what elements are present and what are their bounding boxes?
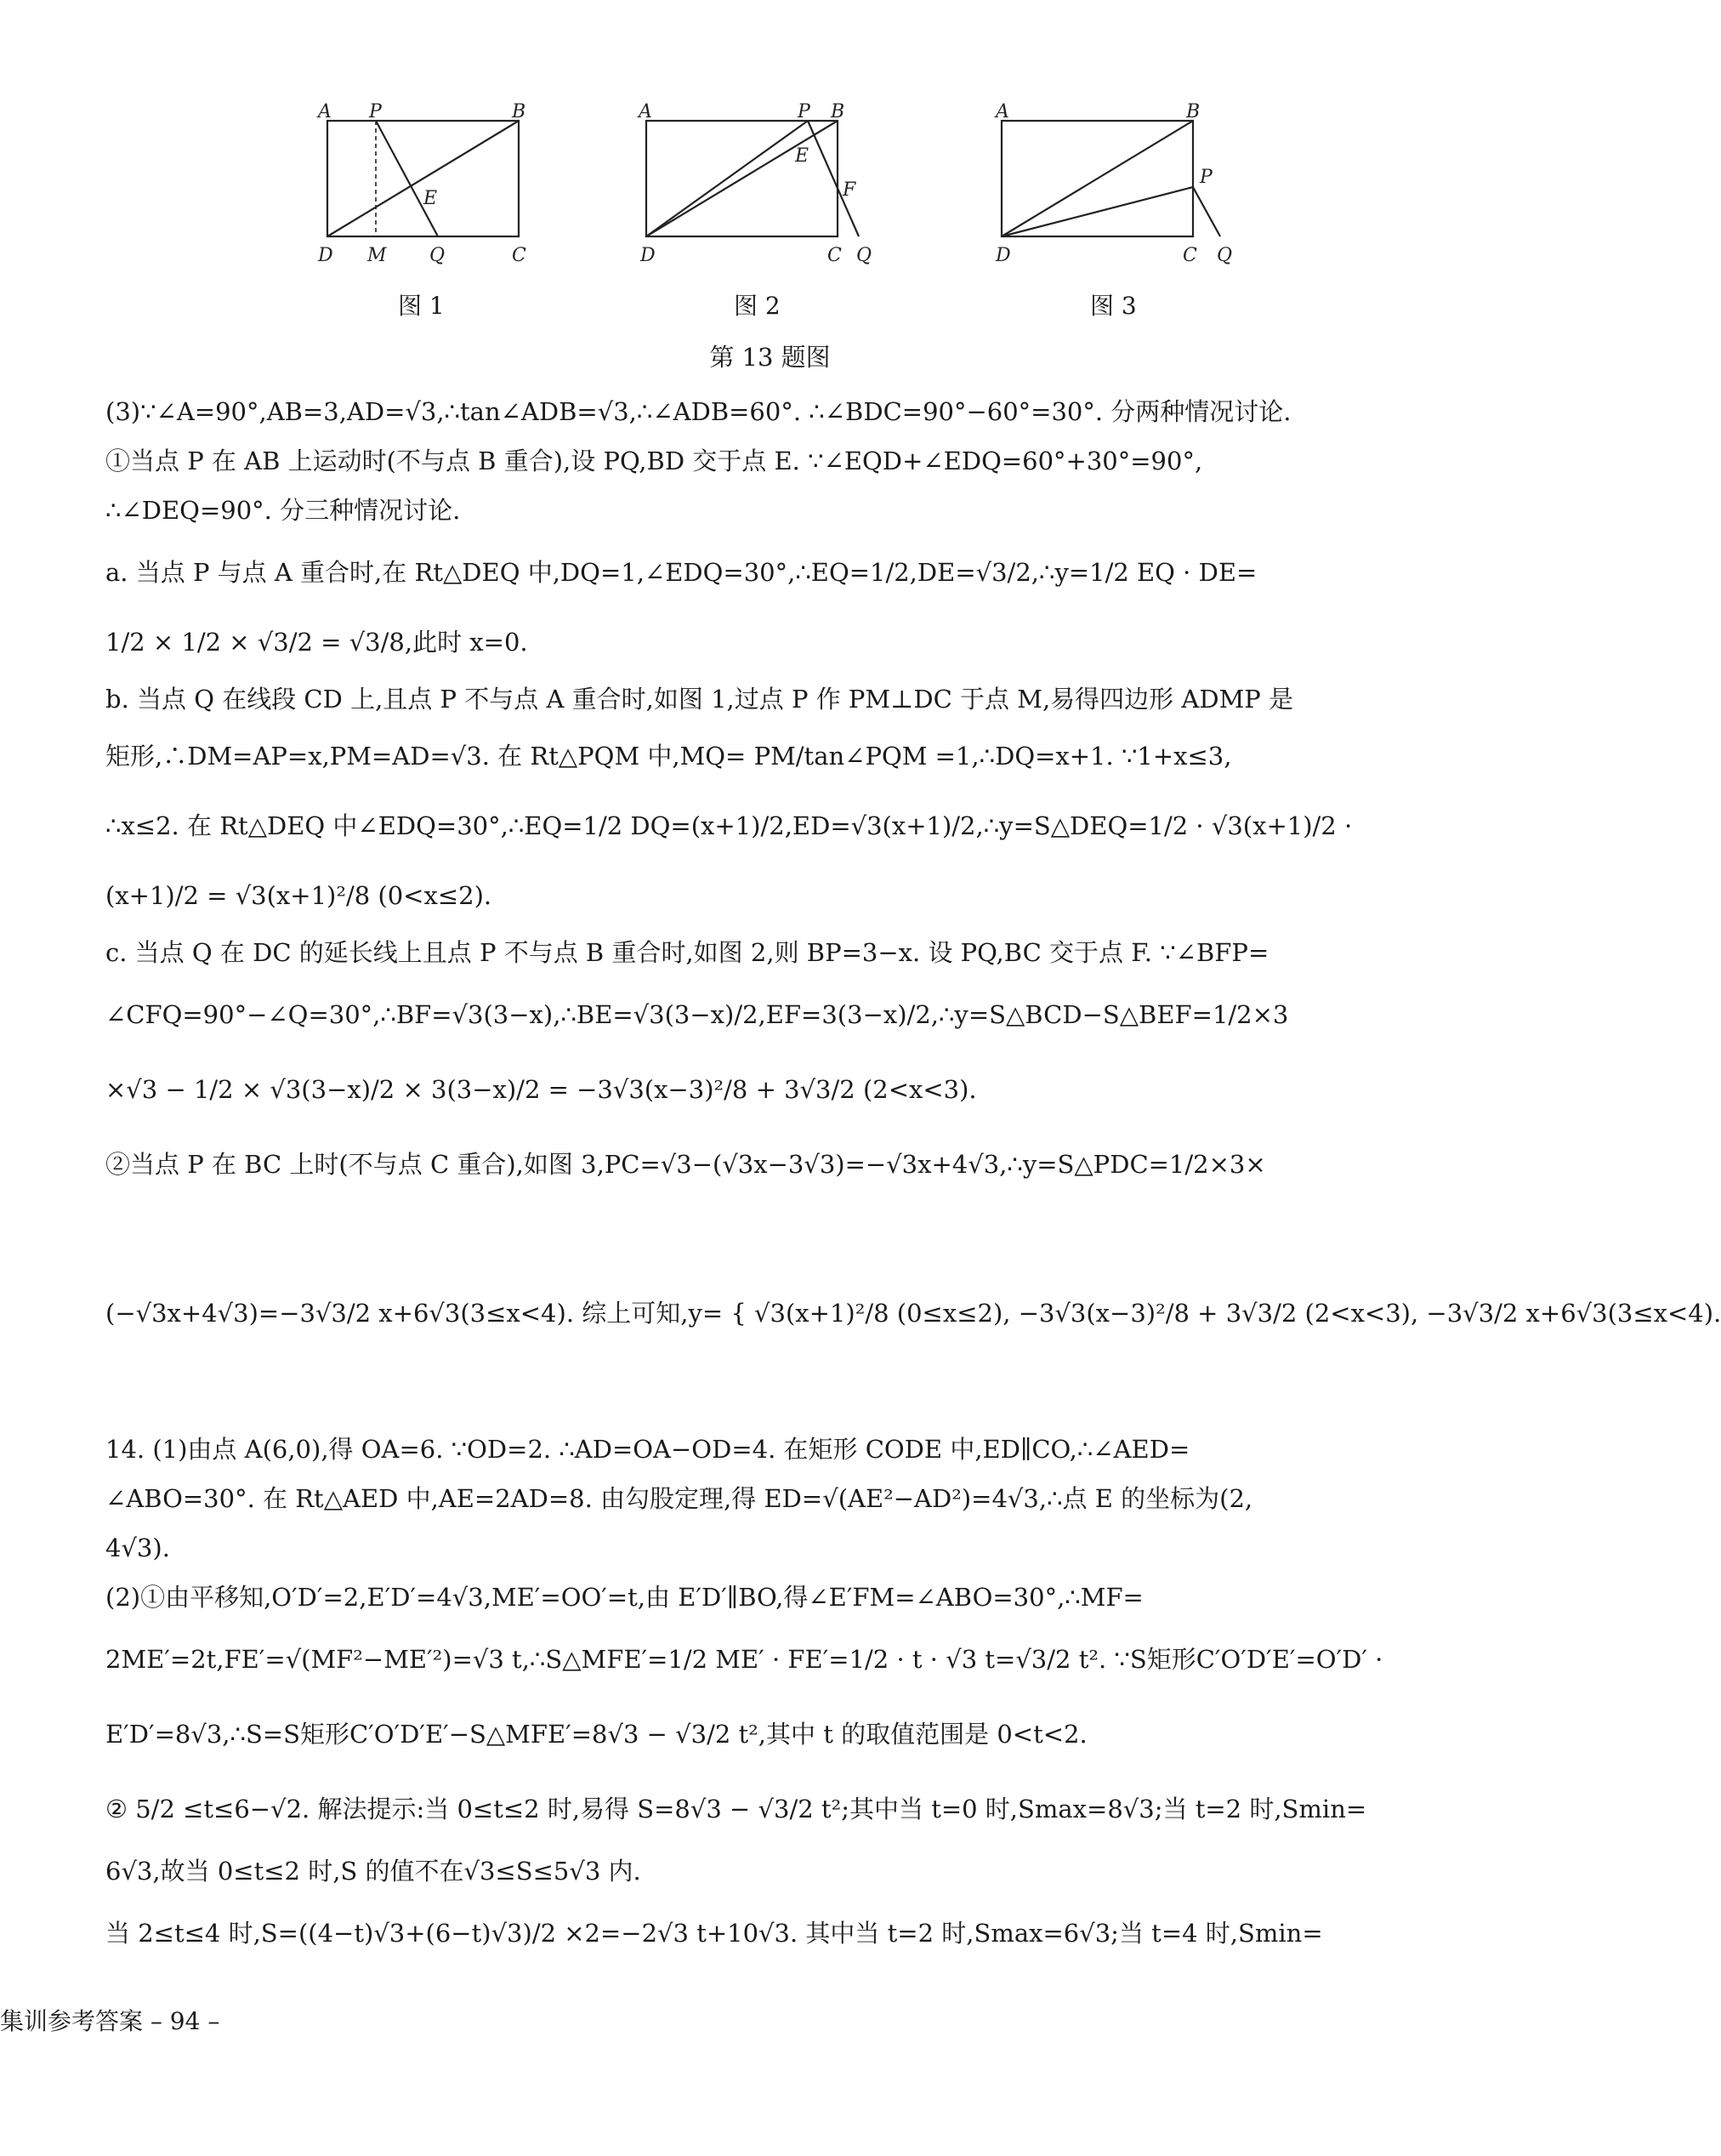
text-line: a. 当点 P 与点 A 重合时,在 Rt△DEQ 中,DQ=1,∠EDQ=30°,∴EQ=1/2,DE=√3/2,∴y=1/2 EQ · DE= — [105, 558, 1258, 587]
fig1-label-D: D — [318, 245, 333, 266]
text-line: ×√3 − 1/2 × √3(3−x)/2 × 3(3−x)/2 = −3√3(x−3)²/8 + 3√3/2 (2<x<3). — [105, 1075, 977, 1104]
fig2-label-P: P — [798, 101, 810, 122]
fig2-label-F: F — [843, 179, 856, 201]
text-line: ∠ABO=30°. 在 Rt△AED 中,AE=2AD=8. 由勾股定理,得 ED=√(AE²−AD²)=4√3,∴点 E 的坐标为(2, — [105, 1484, 1253, 1513]
fig3-label-A: A — [996, 101, 1009, 122]
fig2-label-Q: Q — [856, 245, 872, 266]
text-line: 2ME′=2t,FE′=√(MF²−ME′²)=√3 t,∴S△MFE′=1/2 ME′ · FE′=1/2 · t · √3 t=√3/2 t². ∵S矩形C′O′D′E′=O′D′ · — [105, 1645, 1383, 1674]
fig3-label-P: P — [1200, 167, 1213, 188]
text-line: 1/2 × 1/2 × √3/2 = √3/8,此时 x=0. — [105, 628, 528, 657]
fig2-label-B: B — [831, 101, 845, 122]
fig1-label-E: E — [423, 188, 438, 209]
figure-1-caption: 图 1 — [398, 292, 445, 320]
text-line: (x+1)/2 = √3(x+1)²/8 (0<x≤2). — [105, 881, 492, 910]
figure-3-caption: 图 3 — [1090, 292, 1137, 320]
fig1-label-M: M — [367, 245, 387, 266]
fig1-label-Q: Q — [429, 245, 446, 266]
fig1-label-P: P — [369, 101, 382, 122]
text-line: 6√3,故当 0≤t≤2 时,S 的值不在√3≤S≤5√3 内. — [105, 1857, 641, 1886]
figure-3 — [989, 102, 1235, 293]
fig3-label-C: C — [1183, 245, 1197, 266]
text-line: ∴∠DEQ=90°. 分三种情况讨论. — [105, 496, 461, 525]
fig1-label-B: B — [512, 101, 526, 122]
page-footer: 集训参考答案 – 94 – — [0, 2007, 220, 2035]
figure-2-caption: 图 2 — [734, 292, 781, 320]
figure-1 — [315, 102, 544, 293]
answer-text — [105, 387, 1721, 1971]
figure-heading: 第 13 题图 — [709, 343, 831, 372]
fig2-label-C: C — [827, 245, 842, 266]
figure-3-diagram — [989, 102, 1235, 289]
text-line: 矩形,∴DM=AP=x,PM=AD=√3. 在 Rt△PQM 中,MQ= PM/tan∠PQM =1,∴DQ=x+1. ∵1+x≤3, — [105, 742, 1232, 771]
figure-1-diagram — [315, 102, 544, 289]
text-line: (3)∵∠A=90°,AB=3,AD=√3,∴tan∠ADB=√3,∴∠ADB=60°. ∴∠BDC=90°−60°=30°. 分两种情况讨论. — [105, 397, 1292, 426]
text-line: ② 5/2 ≤t≤6−√2. 解法提示:当 0≤t≤2 时,易得 S=8√3 − √3/2 t²;其中当 t=0 时,Smax=8√3;当 t=2 时,Smin= — [105, 1795, 1367, 1823]
fig3-label-D: D — [996, 245, 1011, 266]
text-line: 4√3). — [105, 1533, 170, 1562]
figure-2 — [633, 102, 880, 293]
figure-2-diagram — [633, 102, 880, 289]
text-line: 14. (1)由点 A(6,0),得 OA=6. ∵OD=2. ∴AD=OA−OD=4. 在矩形 CODE 中,ED∥CO,∴∠AED= — [105, 1435, 1190, 1464]
fig2-label-E: E — [795, 145, 809, 167]
text-line: b. 当点 Q 在线段 CD 上,且点 P 不与点 A 重合时,如图 1,过点 P 作 PM⊥DC 于点 M,易得四边形 ADMP 是 — [105, 685, 1294, 714]
text-line: ②当点 P 在 BC 上时(不与点 C 重合),如图 3,PC=√3−(√3x−3√3)=−√3x+4√3,∴y=S△PDC=1/2×3× — [105, 1150, 1266, 1179]
text-line: E′D′=8√3,∴S=S矩形C′O′D′E′−S△MFE′=8√3 − √3/2 t²,其中 t 的取值范围是 0<t<2. — [105, 1720, 1088, 1749]
text-line: ①当点 P 在 AB 上运动时(不与点 B 重合),设 PQ,BD 交于点 E. ∵∠EQD+∠EDQ=60°+30°=90°, — [105, 447, 1203, 475]
text-line: c. 当点 Q 在 DC 的延长线上且点 P 不与点 B 重合时,如图 2,则 BP=3−x. 设 PQ,BC 交于点 F. ∵∠BFP= — [105, 938, 1269, 967]
text-line: ∠CFQ=90°−∠Q=30°,∴BF=√3(3−x),∴BE=√3(3−x)/2,EF=3(3−x)/2,∴y=S△BCD−S△BEF=1/2×3 — [105, 1000, 1289, 1029]
text-line: 当 2≤t≤4 时,S=((4−t)√3+(6−t)√3)/2 ×2=−2√3 t+10√3. 其中当 t=2 时,Smax=6√3;当 t=4 时,Smin= — [105, 1919, 1323, 1948]
fig1-label-A: A — [318, 101, 332, 122]
fig2-label-A: A — [639, 101, 652, 122]
fig1-label-C: C — [512, 245, 526, 266]
text-line: (2)①由平移知,O′D′=2,E′D′=4√3,ME′=OO′=t,由 E′D′∥BO,得∠E′FM=∠ABO=30°,∴MF= — [105, 1583, 1144, 1612]
fig2-label-D: D — [640, 245, 656, 266]
fig3-label-B: B — [1186, 101, 1201, 122]
text-line: ∴x≤2. 在 Rt△DEQ 中∠EDQ=30°,∴EQ=1/2 DQ=(x+1)/2,ED=√3(x+1)/2,∴y=S△DEQ=1/2 · √3(x+1)/2 · — [105, 811, 1353, 840]
text-line-piecewise: (−√3x+4√3)=−3√3/2 x+6√3(3≤x<4). 综上可知,y= { √3(x+1)²/8 (0≤x≤2), −3√3(x−3)²/8 + 3√3/2 (2<x<3), −3√3/2 x+6√3(3≤x<4). — [105, 1299, 1721, 1328]
fig3-label-Q: Q — [1217, 245, 1233, 266]
